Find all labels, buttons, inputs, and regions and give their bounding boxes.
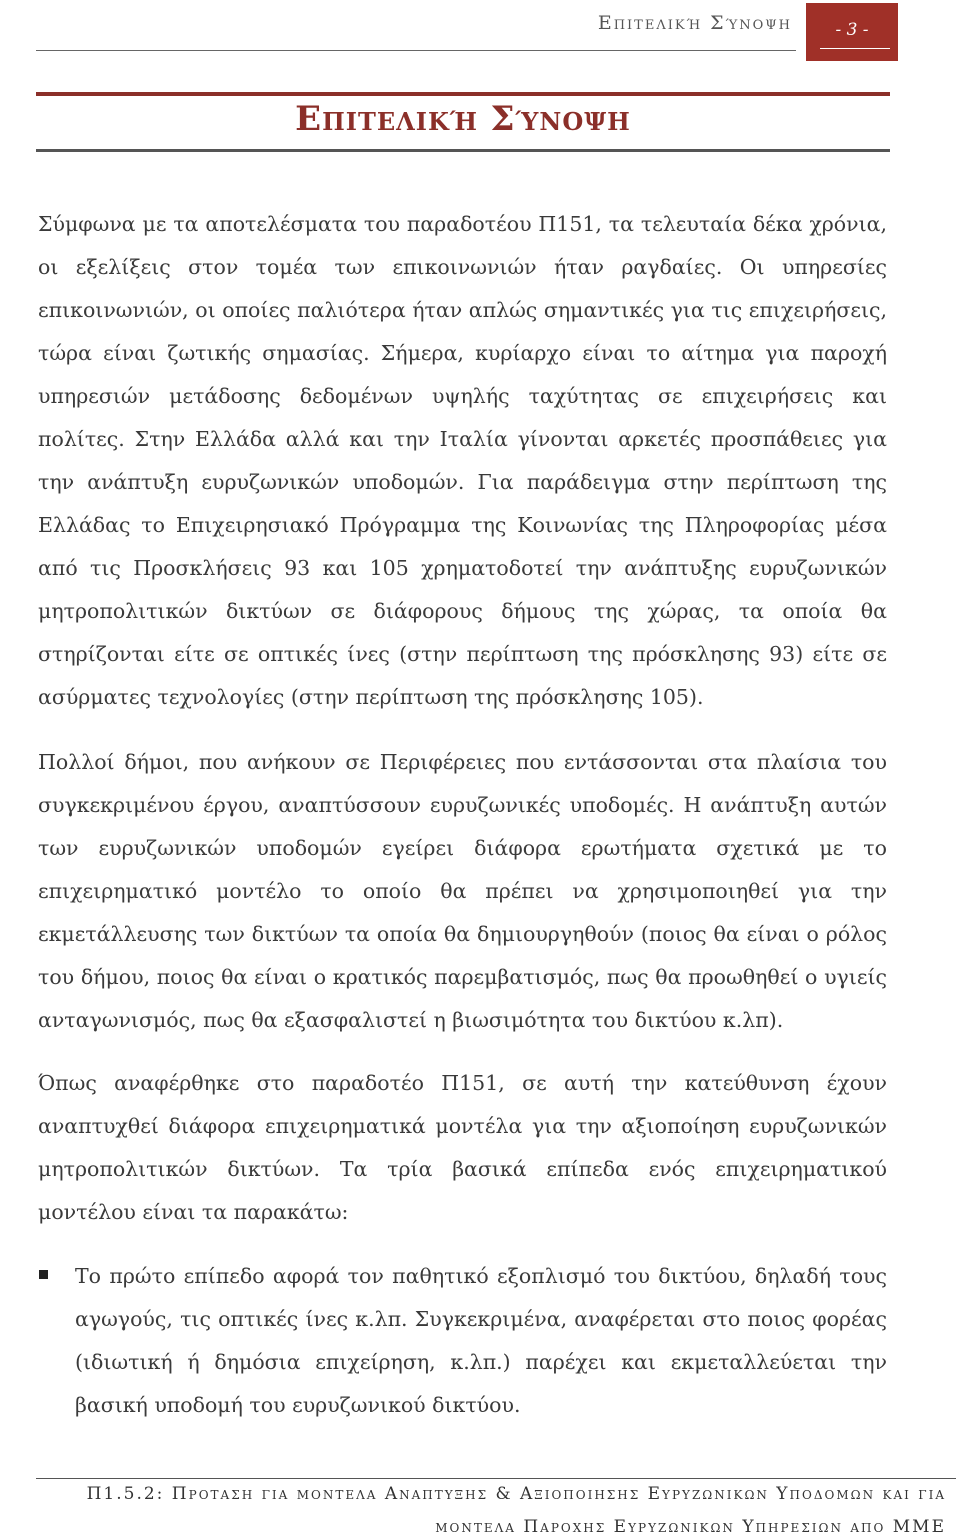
footer-line-2: μοντελα Παροχης Ευρυζωνικων Υπηρεσιων απο ΜΜΕ: [435, 1517, 946, 1537]
title-rule-top: [36, 92, 890, 96]
square-bullet-icon: [39, 1270, 48, 1279]
running-header-title: Επιτελική Σύνοψη: [597, 12, 792, 34]
paragraph-2: Πολλοί δήμοι, που ανήκουν σε Περιφέρειες που εντάσσονται στα πλαίσια του συγκεκριμένου έργου, αναπτύσσουν ευρυζωνικές υποδομές. Η ανάπτυξη αυτών των ευρυζωνικών υποδομών εγείρει διάφορα ερωτήματα σχετικά με το επιχειρηματικό μοντέλο το οποίο θα πρέπει να χρησιμοποιηθεί για την εκμετάλλευσης των δικτύων τα οποία θα δημιουργηθούν (ποιος θα είναι ο ρόλος του δήμου, ποιος θα είναι ο κρατικός παρεμβατισμός, πως θα προωθηθεί ο υγιείς ανταγωνισμός, πως θα εξασφαλιστεί η βιωσιμότητα του δικτύου κ.λπ).: [38, 750, 887, 1032]
paragraph-1: Σύμφωνα με τα αποτελέσματα του παραδοτέου Π151, τα τελευταία δέκα χρόνια, οι εξελίξεις στον τομέα των επικοινωνιών ήταν ραγδαίες. Οι υπηρεσίες επικοινωνιών, οι οποίες παλιότερα ήταν απλώς σημαντικές για τις επιχειρήσεις, τώρα είναι ζωτικής σημασίας. Σήμερα, κυρίαρχο είναι το αίτημα για παροχή υπηρεσιών μετάδοσης δεδομένων υψηλής ταχύτητας σε επιχειρήσεις και πολίτες. Στην Ελλάδα αλλά και την Ιταλία γίνονται αρκετές προσπάθειες για την ανάπτυξη ευρυζωνικών υποδομών. Για παράδειγμα στην περίπτωση της Ελλάδας το Επιχειρησιακό Πρόγραμμα της Κοινωνίας της Πληροφορίας μέσα από τις Προσκλήσεις 93 και 105 χρηματοδοτεί την ανάπτυξης ευρυζωνικών μητροπολιτικών δικτύων σε διάφορους δήμους της χώρας, τα οποία θα στηρίζονται είτε σε οπτικές ίνες (στην περίπτωση της πρόσκλησης 93) είτε σε ασύρματες τεχνολογίες (στην περίπτωση της πρόσκλησης 105).: [38, 212, 887, 709]
section-title: Επιτελική Σύνοψη: [295, 99, 631, 139]
bullet-item-1: Το πρώτο επίπεδο αφορά τον παθητικό εξοπλισμό του δικτύου, δηλαδή τους αγωγούς, τις οπτικές ίνες κ.λπ. Συγκεκριμένα, αναφέρεται στο ποιος φορέας (ιδιωτική ή δημόσια επιχείρηση, κ.λπ.) παρέχει και εκμεταλλεύεται την βασική υποδομή του ευρυζωνικού δικτύου.: [75, 1264, 887, 1417]
footer-line-1: Π1.5.2: Προταση για μοντελα Αναπτυξης & Αξιοποιησης Ευρυζωνικων Υποδομων και για: [86, 1484, 946, 1504]
header-rule: [36, 50, 796, 51]
title-rule-bottom: [36, 149, 890, 152]
page-number-rule: [820, 48, 890, 49]
footer-rule: [36, 1478, 956, 1479]
paragraph-3: Όπως αναφέρθηκε στο παραδοτέο Π151, σε αυτή την κατεύθυνση έχουν αναπτυχθεί διάφορα επιχειρηματικά μοντέλα για την αξιοποίηση ευρυζωνικών μητροπολιτικών δικτύων. Τα τρία βασικά επίπεδα ενός επιχειρηματικού μοντέλου είναι τα παρακάτω:: [38, 1071, 887, 1224]
page-number: - 3 -: [835, 20, 869, 40]
